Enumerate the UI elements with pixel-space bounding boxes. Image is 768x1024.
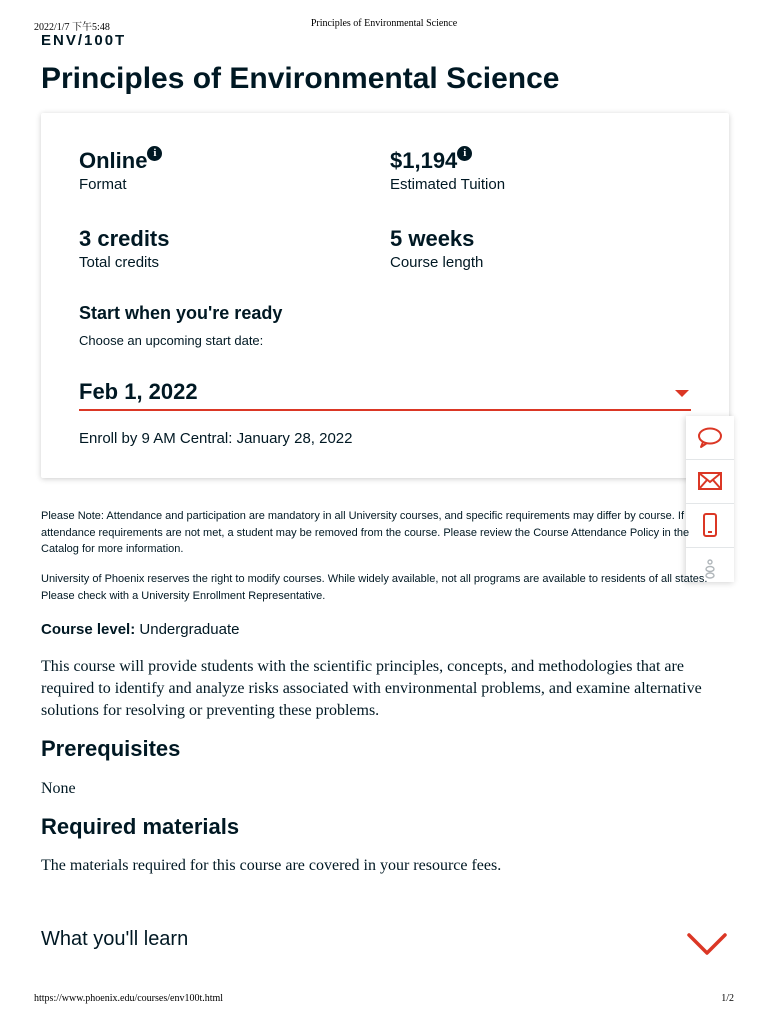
prerequisites-value: None bbox=[41, 780, 76, 797]
length-label: Course length bbox=[390, 254, 484, 271]
start-date-value: Feb 1, 2022 bbox=[79, 379, 198, 404]
info-icon[interactable]: i bbox=[457, 146, 472, 161]
print-footer bbox=[34, 993, 734, 1005]
materials-value: The materials required for this course are covered in your resource fees. bbox=[41, 857, 502, 874]
info-icon[interactable]: i bbox=[147, 146, 162, 161]
enroll-by-text: Enroll by 9 AM Central: January 28, 2022 bbox=[79, 430, 353, 447]
what-youll-learn-label: What you'll learn bbox=[41, 928, 189, 950]
start-date-select[interactable] bbox=[79, 375, 691, 411]
print-page-number: 1/2 bbox=[721, 993, 734, 1004]
course-level bbox=[41, 621, 239, 638]
stat-credits bbox=[79, 226, 170, 271]
length-value: 5 weeks bbox=[390, 226, 475, 251]
stat-format bbox=[79, 148, 162, 193]
print-url: https://www.phoenix.edu/courses/env100t.html bbox=[34, 993, 224, 1004]
course-level-value: Undergraduate bbox=[139, 621, 240, 638]
credits-value: 3 credits bbox=[79, 226, 170, 251]
start-heading: Start when you're ready bbox=[79, 303, 283, 323]
attendance-note: Please Note: Attendance and participation are mandatory in all University courses, and specific requirements may differ by course. If attendance requirements are not met, a student may be removed from the course. Please review the Course Attendance Policy in the Catalog for more information. bbox=[41, 510, 690, 555]
page-title: Principles of Environmental Science bbox=[41, 62, 560, 95]
format-label: Format bbox=[79, 176, 127, 193]
materials-heading: Required materials bbox=[41, 814, 240, 839]
start-subheading: Choose an upcoming start date: bbox=[79, 333, 264, 348]
availability-note: University of Phoenix reserves the right to modify courses. While widely available, not all programs are available to residents of all states. Please check with a University Enrollment Representative. bbox=[41, 573, 708, 602]
credits-label: Total credits bbox=[79, 254, 160, 271]
print-title: Principles of Environmental Science bbox=[310, 18, 458, 29]
prerequisites-heading: Prerequisites bbox=[41, 736, 181, 761]
what-youll-learn-accordion[interactable] bbox=[41, 928, 729, 968]
tuition-label: Estimated Tuition bbox=[390, 176, 506, 193]
chat-button[interactable] bbox=[686, 416, 734, 459]
format-value: Online bbox=[79, 148, 148, 173]
chat-icon bbox=[697, 426, 723, 450]
chevron-down-icon bbox=[687, 932, 727, 956]
stat-tuition bbox=[390, 148, 505, 193]
email-icon bbox=[697, 471, 723, 491]
email-button[interactable] bbox=[686, 459, 734, 502]
stat-length bbox=[390, 226, 483, 271]
tuition-value: $1,194 bbox=[390, 148, 458, 173]
course-level-label: Course level: bbox=[41, 621, 136, 638]
caret-down-icon bbox=[675, 390, 689, 397]
course-info-card bbox=[41, 113, 729, 478]
course-code: ENV/100T bbox=[41, 32, 127, 49]
course-description: This course will provide students with the scientific principles, concepts, and methodologies that are required to identify and analyze risks associated with environmental problems, and examine alternative solutions for resolving or preventing these problems. bbox=[41, 658, 702, 719]
print-date: 2022/1/7 下午5:48 bbox=[34, 22, 110, 33]
print-header bbox=[34, 18, 734, 33]
